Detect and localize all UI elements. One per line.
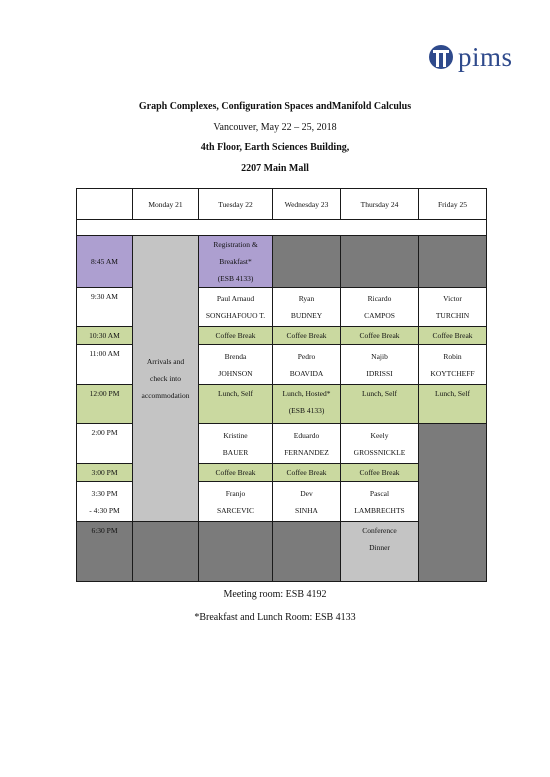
speaker-first: Najib — [371, 351, 388, 361]
speaker-first: Brenda — [224, 351, 247, 361]
table-row — [77, 236, 487, 288]
speaker-first: Pedro — [297, 351, 316, 361]
break-text: Coffee Break — [359, 331, 400, 340]
speaker-first: Robin — [443, 351, 462, 361]
time-text: 9:30 AM — [91, 292, 118, 301]
break-text: Coffee Break — [286, 331, 327, 340]
venue-address: 2207 Main Mall — [241, 163, 309, 174]
lunch-text: Lunch, Self — [218, 389, 253, 398]
table-header-row — [77, 189, 487, 220]
speaker-first: Eduardo — [293, 430, 320, 440]
talk-cell — [199, 482, 273, 522]
speaker-first: Kristine — [223, 430, 248, 440]
speaker-last: SONGHAFOUO T. — [205, 311, 266, 320]
spacer-row — [77, 220, 487, 236]
empty-cell — [419, 236, 487, 288]
logo-text: pims — [458, 42, 513, 72]
time-text: 8:45 AM — [91, 257, 118, 266]
speaker-last: JOHNSON — [218, 368, 253, 378]
lunch-cell — [341, 385, 419, 424]
lunch-room-text: (ESB 4133) — [288, 406, 325, 415]
speaker-first: Dev — [300, 488, 313, 498]
speaker-last: IDRISSI — [366, 368, 393, 378]
talk-cell — [419, 288, 487, 327]
header-corner — [77, 189, 133, 220]
time-text: 3:30 PM — [91, 488, 118, 498]
talk-cell — [273, 345, 341, 385]
talk-cell — [341, 482, 419, 522]
time-text: 12:00 PM — [89, 389, 120, 398]
break-cell — [419, 327, 487, 345]
break-text: Coffee Break — [215, 468, 256, 477]
dinner-text: Conference — [362, 526, 397, 535]
venue-floor: 4th Floor, Earth Sciences Building, — [200, 142, 350, 153]
talk-cell — [199, 345, 273, 385]
session-text: Registration & — [213, 240, 258, 249]
speaker-last: FERNANDEZ — [284, 447, 329, 457]
talk-cell — [341, 345, 419, 385]
day-header: Thursday 24 — [341, 189, 419, 220]
speaker-first: Franjo — [225, 488, 246, 498]
break-cell — [341, 327, 419, 345]
day-header: Wednesday 23 — [273, 189, 341, 220]
time-cell — [77, 482, 133, 522]
dinner-text: Dinner — [369, 543, 390, 552]
break-cell — [273, 464, 341, 482]
monday-text: accommodation — [141, 391, 190, 400]
break-text: Coffee Break — [432, 331, 473, 340]
time-text: 2:00 PM — [91, 428, 118, 437]
time-cell — [77, 385, 133, 424]
speaker-last: CAMPOS — [364, 311, 395, 320]
time-cell — [77, 236, 133, 288]
speaker-last: BAUER — [222, 447, 249, 457]
time-cell — [77, 464, 133, 482]
time-text: 11:00 AM — [89, 349, 120, 358]
time-text: 10:30 AM — [89, 331, 120, 340]
time-cell — [77, 522, 133, 582]
speaker-first: Pascal — [369, 488, 390, 498]
talk-cell — [419, 345, 487, 385]
speaker-last: LAMBRECHTS — [354, 505, 405, 515]
talk-cell — [273, 482, 341, 522]
empty-cell — [341, 236, 419, 288]
spacer-cell — [77, 220, 487, 236]
time-cell — [77, 288, 133, 327]
lunch-cell — [273, 385, 341, 424]
speaker-last: SINHA — [295, 505, 318, 515]
conference-dinner-cell — [341, 522, 419, 582]
lunch-text: Lunch, Self — [362, 389, 397, 398]
speaker-last: SARCEVIC — [216, 505, 255, 515]
lunch-text: Lunch, Self — [435, 389, 470, 398]
time-cell — [77, 424, 133, 464]
lunch-cell — [419, 385, 487, 424]
empty-cell — [273, 236, 341, 288]
lunch-cell — [199, 385, 273, 424]
speaker-last: TURCHIN — [435, 311, 470, 320]
day-header: Monday 21 — [133, 189, 199, 220]
speaker-first: Ricardo — [367, 294, 392, 303]
break-text: Coffee Break — [215, 331, 256, 340]
talk-cell — [273, 288, 341, 327]
day-header: Tuesday 22 — [199, 189, 273, 220]
speaker-last: GROSSNICKLE — [353, 447, 406, 457]
break-text: Coffee Break — [359, 468, 400, 477]
break-text: Coffee Break — [286, 468, 327, 477]
session-text: (ESB 4133) — [217, 274, 254, 283]
time-cell — [77, 327, 133, 345]
break-cell — [199, 464, 273, 482]
workshop-dates: Vancouver, May 22 – 25, 2018 — [213, 122, 337, 133]
speaker-last: BOAVIDA — [289, 368, 324, 378]
workshop-title: Graph Complexes, Configuration Spaces andManifold Calculus — [138, 101, 412, 112]
meeting-room-note: Meeting room: ESB 4192 — [223, 589, 327, 600]
talk-cell — [341, 424, 419, 464]
empty-cell — [273, 522, 341, 582]
speaker-last: BUDNEY — [290, 311, 323, 320]
talk-cell — [341, 288, 419, 327]
time-text: 3:00 PM — [91, 468, 118, 477]
speaker-first: Keely — [370, 430, 389, 440]
time-cell — [77, 345, 133, 385]
monday-arrivals-cell — [133, 236, 199, 522]
speaker-first: Victor — [443, 294, 462, 303]
speaker-last: KOYTCHEFF — [430, 368, 475, 378]
speaker-first: Paul Arnaud — [216, 294, 255, 303]
talk-cell — [273, 424, 341, 464]
registration-cell — [199, 236, 273, 288]
session-text: Breakfast* — [219, 257, 252, 266]
schedule-table — [76, 188, 487, 582]
time-text: 6:30 PM — [91, 526, 118, 535]
breakfast-room-note: *Breakfast and Lunch Room: ESB 4133 — [194, 612, 356, 623]
time-text: - 4:30 PM — [89, 505, 120, 515]
talk-cell — [199, 424, 273, 464]
empty-cell — [133, 522, 199, 582]
break-cell — [273, 327, 341, 345]
monday-text: check into — [149, 374, 182, 383]
empty-cell — [419, 424, 487, 582]
talk-cell — [199, 288, 273, 327]
break-cell — [199, 327, 273, 345]
day-header: Friday 25 — [419, 189, 487, 220]
lunch-text: Lunch, Hosted* — [282, 389, 331, 398]
speaker-first: Ryan — [298, 294, 315, 303]
empty-cell — [199, 522, 273, 582]
break-cell — [341, 464, 419, 482]
monday-text: Arrivals and — [146, 357, 185, 366]
